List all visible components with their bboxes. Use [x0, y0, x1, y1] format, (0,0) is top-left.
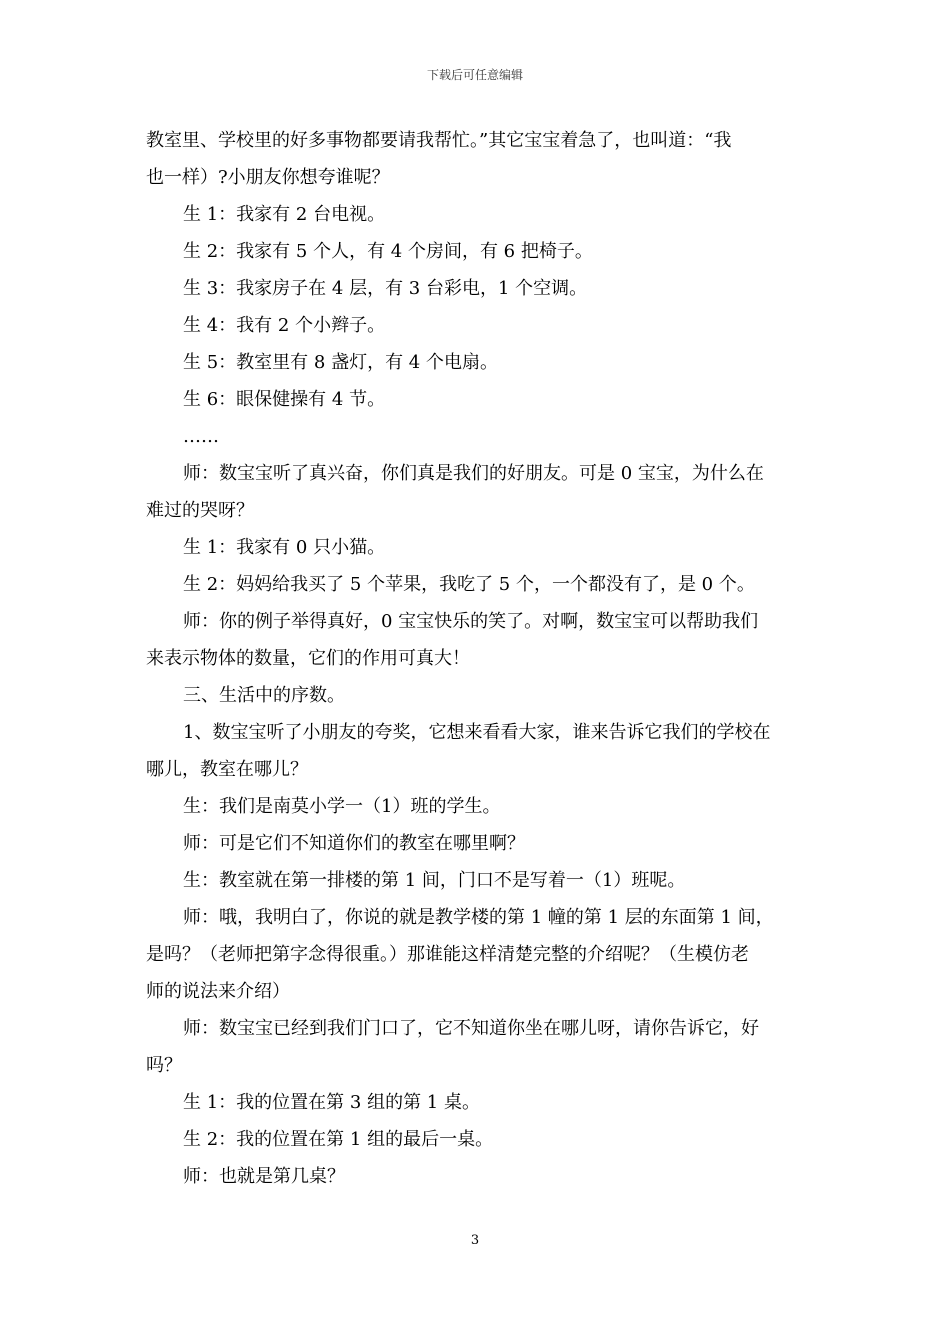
text-line: 三、生活中的序数。	[183, 685, 345, 706]
text-line: 来表示物体的数量，它们的作用可真大！	[146, 648, 470, 669]
text-line: 生 2：妈妈给我买了 5 个苹果，我吃了 5 个，一个都没有了，是 0 个。	[183, 574, 755, 595]
text-line: 师：可是它们不知道你们的教室在哪里啊？	[183, 833, 525, 854]
text-line: 生 3：我家房子在 4 层，有 3 台彩电，1 个空调。	[183, 278, 588, 299]
text-line: 师：哦，我明白了，你说的就是教学楼的第 1 幢的第 1 层的东面第 1 间，	[183, 907, 774, 928]
document-body	[146, 122, 808, 1195]
page-number: 3	[470, 1233, 480, 1248]
text-line: ……	[183, 426, 219, 447]
text-line: 教室里、学校里的好多事物都要请我帮忙。”其它宝宝着急了，也叫道：“我	[146, 130, 732, 151]
page-header: 下载后可任意编辑	[426, 68, 523, 82]
text-line: 1、数宝宝听了小朋友的夸奖，它想来看看大家，谁来告诉它我们的学校在	[183, 722, 771, 743]
text-line: 生 1：我家有 2 台电视。	[183, 204, 386, 225]
text-line: 生 1：我的位置在第 3 组的第 1 桌。	[183, 1092, 480, 1113]
text-line: 难过的哭呀？	[146, 500, 254, 521]
text-line: 师：你的例子举得真好，0 宝宝快乐的笑了。对啊，数宝宝可以帮助我们	[183, 611, 759, 632]
text-line: 生：教室就在第一排楼的第 1 间，门口不是写着一（1）班呢。	[183, 870, 686, 891]
text-line: 哪儿，教室在哪儿？	[146, 759, 308, 780]
text-line: 生 1：我家有 0 只小猫。	[183, 537, 386, 558]
text-line: 师：也就是第几桌？	[183, 1166, 345, 1187]
text-line: 生 2：我家有 5 个人，有 4 个房间，有 6 把椅子。	[183, 241, 593, 262]
text-line: 吗？	[146, 1055, 182, 1076]
text-line: 也一样）?小朋友你想夸谁呢？	[146, 167, 390, 188]
text-line: 师：数宝宝听了真兴奋，你们真是我们的好朋友。可是 0 宝宝，为什么在	[183, 463, 764, 484]
text-line: 生 6：眼保健操有 4 节。	[183, 389, 386, 410]
text-line: 师：数宝宝已经到我们门口了，它不知道你坐在哪儿呀，请你告诉它，好	[183, 1018, 759, 1039]
text-line: 是吗？（老师把第字念得很重。）那谁能这样清楚完整的介绍呢？（生模仿老	[146, 944, 749, 965]
text-line: 师的说法来介绍）	[146, 981, 290, 1002]
text-line: 生 4：我有 2 个小辫子。	[183, 315, 386, 336]
text-line: 生 2：我的位置在第 1 组的最后一桌。	[183, 1129, 494, 1150]
text-line: 生 5：教室里有 8 盏灯，有 4 个电扇。	[183, 352, 498, 373]
text-line: 生：我们是南莫小学一（1）班的学生。	[183, 796, 501, 817]
